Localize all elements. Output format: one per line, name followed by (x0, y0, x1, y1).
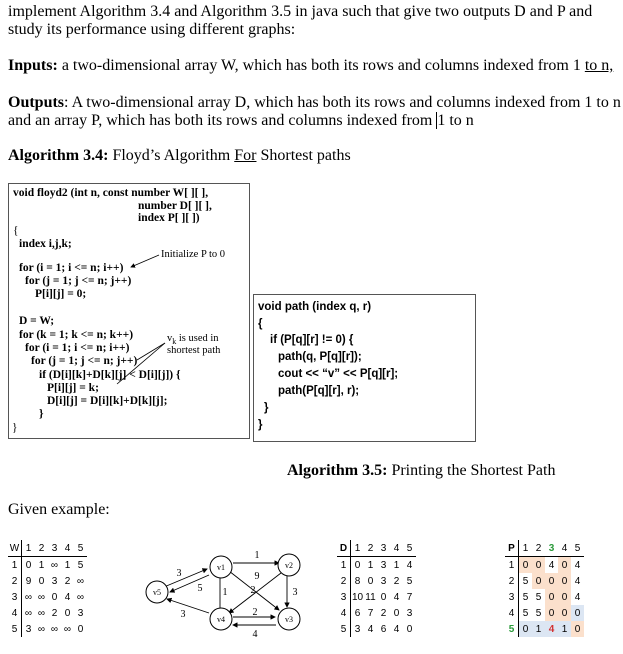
cell: 0 (406, 623, 413, 635)
cell: 3 (380, 559, 387, 571)
edge-label: 3 (180, 609, 186, 620)
edge-v4-v5 (167, 599, 209, 613)
cell: 0 (558, 605, 571, 621)
path-line: } (264, 402, 269, 414)
node-label: v2 (285, 561, 293, 570)
cell: 5 (535, 607, 542, 619)
path-line: void path (index q, r) (258, 301, 372, 313)
alg35-label: Algorithm 3.5: (287, 462, 388, 479)
cell: 4 (393, 591, 400, 603)
node-label: v1 (217, 563, 225, 572)
code-line: void floyd2 (int n, const number W[ ][ ], (13, 187, 209, 199)
cell: ∞ (24, 607, 33, 619)
cell: 0 (380, 591, 387, 603)
code-line: } (12, 422, 18, 434)
row-header: 4 (337, 605, 351, 621)
cell: 4 (393, 623, 400, 635)
cell: 5 (522, 591, 529, 603)
row-header: 4 (505, 605, 519, 621)
matrix-header (505, 540, 584, 557)
row-header: 2 (8, 573, 22, 589)
col-header: 5 (571, 540, 584, 557)
cell: 0 (558, 557, 571, 574)
col-header: 2 (532, 540, 545, 557)
cell: 5 (522, 575, 529, 587)
cell: 0 (519, 621, 533, 637)
cell: 5 (522, 607, 529, 619)
annotation-initialize: Initialize P to 0 (161, 249, 226, 260)
outputs-text-2b: 1 to n (437, 112, 474, 129)
matrix-d (337, 540, 416, 637)
matrix-row (8, 621, 87, 637)
outputs-paragraph (8, 93, 621, 112)
matrix-row (337, 557, 416, 574)
given-example-label: Given example: (8, 501, 110, 518)
matrix-name: P (505, 540, 519, 557)
row-header: 5 (505, 621, 519, 637)
col-header: 2 (35, 540, 48, 557)
cell: 4 (574, 591, 581, 603)
cell: ∞ (37, 607, 46, 619)
cell: ∞ (76, 591, 85, 603)
row-header: 1 (505, 557, 519, 574)
row-header: 3 (337, 589, 351, 605)
cell: 4 (64, 591, 71, 603)
code-line: for (i = 1; i <= n; i++) (19, 262, 124, 274)
node-label: v4 (217, 615, 225, 624)
alg34-label: Algorithm 3.4: (8, 147, 109, 164)
cell: 0 (77, 623, 84, 635)
cell: 0 (393, 607, 400, 619)
cell: 3 (51, 575, 58, 587)
matrix-row (505, 621, 584, 637)
intro-line-1: implement Algorithm 3.4 and Algorithm 3.5 in java such that give two outputs D and P and (8, 3, 593, 20)
edge-label: 1 (254, 550, 260, 561)
arrow-vk-1 (137, 343, 165, 360)
col-header: 5 (74, 540, 87, 557)
cell: 0 (367, 575, 374, 587)
cell: 6 (354, 607, 361, 619)
matrix-header (337, 540, 416, 557)
cell: 1 (393, 559, 400, 571)
col-header: 1 (351, 540, 365, 557)
inputs-text: a two-dimensional array W, which has both its rows and columns indexed from 1 (57, 57, 585, 74)
cell: 0 (558, 589, 571, 605)
cell: 11 (365, 591, 376, 603)
matrix-row (8, 589, 87, 605)
cell: 3 (25, 623, 32, 635)
col-header: 2 (364, 540, 377, 557)
cell: 0 (64, 607, 71, 619)
cell: 0 (38, 575, 45, 587)
cell: 1 (64, 559, 71, 571)
cell: 0 (51, 591, 58, 603)
path-line: path(q, P[q][r]); (278, 351, 362, 363)
outputs-label: Outputs (8, 94, 65, 111)
code-line: for (j = 1; j <= n; j++) (25, 275, 132, 287)
cell: 8 (354, 575, 361, 587)
cell: ∞ (63, 623, 72, 635)
col-header: 1 (22, 540, 36, 557)
annotation-vk-text: is used in (176, 333, 219, 344)
path-line: { (258, 318, 263, 330)
row-header: 4 (8, 605, 22, 621)
cell: 0 (519, 557, 533, 574)
code-line: P[i][j] = 0; (35, 288, 87, 300)
cell: 0 (571, 621, 584, 637)
col-header: 4 (61, 540, 74, 557)
code-line: for (j = 1; j <= n; j++) (31, 355, 138, 367)
cell: 0 (25, 559, 32, 571)
cell: 0 (532, 573, 545, 589)
outputs-line-2 (8, 111, 474, 130)
cell: 0 (558, 573, 571, 589)
matrix-row (337, 605, 416, 621)
matrix-row (8, 605, 87, 621)
edge-label: 3 (176, 568, 182, 579)
row-header: 2 (337, 573, 351, 589)
col-header: 3 (48, 540, 61, 557)
col-header: 5 (403, 540, 416, 557)
algorithm-3-5-caption (287, 462, 555, 480)
cell: 0 (545, 589, 558, 605)
matrix-row (505, 605, 584, 621)
floyd-code-box (8, 183, 250, 439)
cell: ∞ (50, 559, 59, 571)
path-line: path(P[q][r], r); (278, 385, 360, 397)
matrix-row (8, 557, 87, 574)
matrix-name: W (8, 540, 22, 557)
intro-line-2: study its performance using different graphs: (8, 21, 296, 38)
path-code-box (253, 294, 476, 442)
col-header: 4 (558, 540, 571, 557)
matrix-row (337, 589, 416, 605)
row-header: 5 (337, 621, 351, 637)
cell: 2 (380, 607, 387, 619)
code-line: D[i][j] = D[i][k]+D[k][j]; (47, 395, 168, 407)
code-line: for (k = 1; k <= n; k++) (19, 329, 134, 341)
cell: ∞ (37, 623, 46, 635)
inputs-label: Inputs: (8, 57, 58, 74)
row-header: 1 (8, 557, 22, 574)
cell: 7 (406, 591, 413, 603)
cell: ∞ (37, 591, 46, 603)
code-line: D = W; (19, 315, 55, 327)
cell: 1 (367, 559, 374, 571)
path-line: if (P[q][r] != 0) { (270, 334, 354, 346)
row-header: 5 (8, 621, 22, 637)
row-header: 2 (505, 573, 519, 589)
edge-label: 9 (254, 571, 260, 582)
matrix-p (505, 540, 584, 637)
alg34-title-a: Floyd’s Algorithm (108, 147, 235, 164)
code-line: number D[ ][ ], (138, 200, 212, 212)
cell: 4 (545, 621, 558, 637)
cell: 0 (354, 559, 361, 571)
edge-label: 3 (292, 587, 298, 598)
cell: 5 (535, 591, 542, 603)
cell: 5 (406, 575, 413, 587)
matrix-row (505, 573, 584, 589)
cell: 0 (571, 605, 584, 621)
matrix-w (8, 540, 87, 637)
cell: ∞ (76, 575, 85, 587)
node-label: v3 (285, 615, 293, 624)
annotation-shortest: shortest path (167, 345, 221, 356)
cell: 2 (64, 575, 71, 587)
edge-label: 1 (222, 587, 228, 598)
cell: 5 (77, 559, 84, 571)
alg35-title: Printing the Shortest Path (387, 462, 556, 479)
cell: ∞ (50, 623, 59, 635)
cell: 7 (367, 607, 374, 619)
code-line: { (13, 225, 19, 237)
col-header: 3 (377, 540, 390, 557)
cell: 4 (367, 623, 374, 635)
node-label: v5 (153, 588, 161, 597)
code-line: for (i = 1; i <= n; i++) (25, 342, 130, 354)
cell: 4 (406, 559, 413, 571)
annotation-arrows (9, 184, 249, 438)
col-header: 4 (390, 540, 403, 557)
edge-label: 5 (197, 583, 203, 594)
cell: 4 (574, 575, 581, 587)
cell: 3 (77, 607, 84, 619)
row-header: 3 (505, 589, 519, 605)
alg34-title-for: For (234, 147, 257, 164)
matrix-row (337, 621, 416, 637)
edge-label: 2 (250, 585, 256, 596)
outputs-text-2a: and an array P, which has both its rows and columns indexed from (8, 112, 437, 129)
graph-diagram (143, 545, 318, 650)
code-line: P[i][j] = k; (47, 382, 99, 394)
row-header: 1 (337, 557, 351, 574)
path-line: cout << “v” << P[q][r]; (278, 368, 399, 380)
cell: 6 (380, 623, 387, 635)
outputs-text-1: : A two-dimensional array D, which has both its rows and columns indexed from 1 to n (64, 94, 621, 111)
cell: 10 (351, 591, 364, 603)
annotation-vk-v: v (167, 333, 173, 344)
matrix-row (8, 573, 87, 589)
cell: 9 (25, 575, 32, 587)
col-header: 3 (545, 540, 558, 557)
cell: 2 (51, 607, 58, 619)
alg34-title-b: Shortest paths (256, 147, 351, 164)
arrow-vk-2 (117, 343, 165, 384)
arrow-initialize (131, 255, 159, 267)
cell: 4 (548, 559, 555, 571)
matrix-name: D (337, 540, 351, 557)
matrix-row (337, 573, 416, 589)
path-line: } (258, 419, 263, 431)
code-line: } (39, 408, 44, 420)
matrix-row (505, 589, 584, 605)
cell: 4 (574, 559, 581, 571)
code-line: if (D[i][k]+D[k][j] < D[i][j]) { (39, 369, 181, 381)
matrix-header (8, 540, 87, 557)
cell: 1 (532, 621, 545, 637)
cell: 3 (354, 623, 361, 635)
inputs-link: to n, (584, 57, 614, 74)
annotation-vk-sub: k (172, 337, 177, 347)
matrix-row (505, 557, 584, 574)
cell: 0 (545, 573, 558, 589)
edge-label: 4 (252, 629, 258, 640)
edge-label: 2 (252, 607, 258, 618)
inputs-paragraph (8, 56, 613, 75)
cell: 0 (532, 557, 545, 574)
cell: 3 (380, 575, 387, 587)
cell: ∞ (24, 591, 33, 603)
cell: 0 (545, 605, 558, 621)
code-line: index i,j,k; (19, 238, 72, 250)
cell: 2 (393, 575, 400, 587)
code-line: index P[ ][ ]) (138, 212, 200, 224)
cell: 3 (406, 607, 413, 619)
cell: 1 (558, 621, 571, 637)
col-header: 1 (519, 540, 533, 557)
cell: 1 (38, 559, 45, 571)
algorithm-3-4-heading (8, 146, 351, 165)
row-header: 3 (8, 589, 22, 605)
